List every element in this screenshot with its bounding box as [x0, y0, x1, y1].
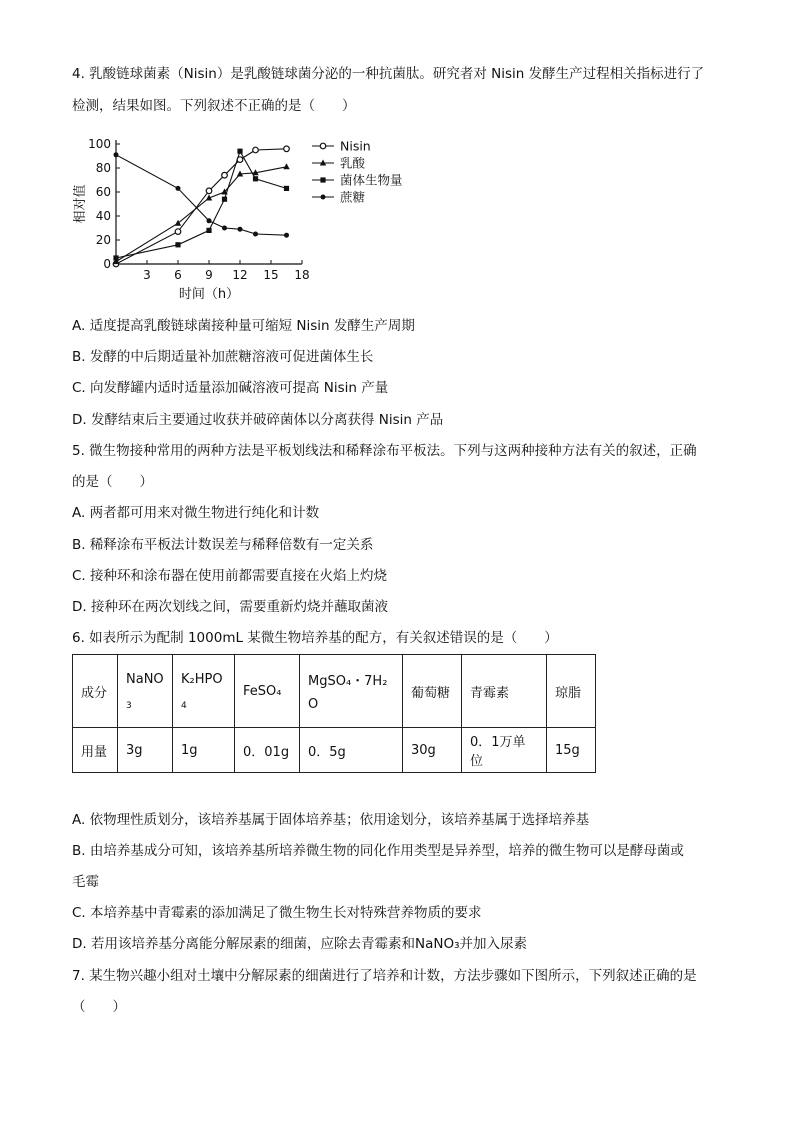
q4-option-d: D. 发酵结束后主要通过收获并破碎菌体以分离获得 Nisin 产品 — [72, 412, 444, 428]
table-cell-amount: 0．1万单位 — [462, 728, 547, 773]
table-cell-amount: 1g — [173, 728, 235, 773]
y-tick-label: 0 — [103, 257, 111, 271]
data-point — [238, 227, 243, 232]
series-line-0 — [116, 149, 287, 264]
data-point — [222, 172, 228, 178]
q4-option-a: A. 适度提高乳酸链球菌接种量可缩短 Nisin 发酵生产周期 — [72, 318, 415, 334]
data-point — [176, 186, 181, 191]
table-cell-ingredient — [235, 655, 300, 728]
table-cell-ingredient — [300, 655, 403, 728]
legend-marker — [320, 143, 326, 149]
table-row-label: 用量 — [73, 728, 118, 773]
q5-stem-line2: 的是（ ） — [72, 474, 153, 490]
chart-series-markers — [113, 146, 290, 267]
chart-legend — [312, 139, 403, 205]
data-point — [175, 229, 181, 235]
chart-axes — [116, 140, 302, 264]
q6-option-c: C. 本培养基中青霉素的添加满足了微生物生长对特殊营养物质的要求 — [72, 905, 482, 921]
table-header-label: 成分 — [73, 655, 118, 728]
legend-marker — [321, 195, 326, 200]
x-tick-label: 18 — [294, 268, 310, 282]
chart-series-lines — [116, 149, 287, 264]
table-cell-ingredient: 青霉素 — [462, 655, 547, 728]
q6-option-b: B. 由培养基成分可知，该培养基所培养微生物的同化作用类型是异养型，培养的微生物可以是酵母菌或 — [72, 843, 684, 859]
data-point — [175, 220, 181, 226]
series-line-3 — [116, 155, 287, 235]
x-tick-label: 12 — [232, 268, 248, 282]
y-tick-label: 80 — [95, 161, 111, 175]
table-cell-amount: 0．01g — [235, 728, 300, 773]
q7-stem-line1: 7. 某生物兴趣小组对土壤中分解尿素的细菌进行了培养和计数，方法步骤如下图所示，下列叙述正确的是 — [72, 968, 697, 984]
table-cell-ingredient — [173, 655, 235, 728]
data-point — [253, 147, 259, 153]
table-cell-ingredient: 葡萄糖 — [403, 655, 462, 728]
table-cell-amount: 30g — [403, 728, 462, 773]
q6-option-d: D. 若用该培养基分离能分解尿素的细菌，应除去青霉素和NaNO₃并加入尿素 — [72, 936, 527, 952]
y-tick-label: 100 — [88, 137, 111, 151]
y-tick-label: 20 — [95, 233, 111, 247]
data-point — [222, 197, 227, 202]
legend-entry: 乳酸 — [340, 155, 366, 171]
ingredient-top: K₂HPO — [181, 671, 223, 687]
ingredient-top: MgSO₄・7H₂ — [308, 674, 388, 689]
q4-stem-line2: 检测，结果如图。下列叙述不正确的是（ ） — [72, 98, 356, 114]
data-point — [283, 163, 289, 169]
table-cell-amount: 0．5g — [300, 728, 403, 773]
q6-option-b-cont: 毛霉 — [72, 874, 99, 890]
table-row-ingredients — [73, 655, 596, 728]
data-point — [284, 146, 290, 152]
data-point — [114, 152, 119, 157]
legend-entry: 菌体生物量 — [340, 172, 403, 188]
q5-option-b: B. 稀释涂布平板法计数误差与稀释倍数有一定关系 — [72, 537, 374, 553]
table-cell-amount: 15g — [547, 728, 596, 773]
data-point — [222, 226, 227, 231]
table-row-amounts — [73, 728, 596, 773]
q4-option-b: B. 发酵的中后期适量补加蔗糖溶液可促进菌体生长 — [72, 349, 374, 365]
ingredient-bottom: O — [308, 697, 319, 712]
x-tick-label: 6 — [174, 268, 182, 282]
legend-marker — [320, 177, 325, 182]
q7-stem-line2: （ ） — [72, 999, 126, 1015]
chart-x-axis-label: 时间（h） — [178, 287, 240, 302]
x-tick-label: 15 — [263, 268, 279, 282]
data-point — [237, 149, 242, 154]
q5-option-d: D. 接种环在两次划线之间，需要重新灼烧并蘸取菌液 — [72, 599, 388, 615]
ingredient-bottom: 4 — [181, 700, 187, 711]
x-tick-label: 3 — [143, 268, 151, 282]
q4-line-chart — [72, 128, 432, 308]
table-cell-amount: 3g — [118, 728, 173, 773]
data-point — [237, 157, 243, 163]
table-cell-ingredient — [118, 655, 173, 728]
q6-recipe-table — [72, 654, 596, 773]
q5-option-c: C. 接种环和涂布器在使用前都需要直接在火焰上灼烧 — [72, 568, 388, 584]
data-point — [253, 176, 258, 181]
data-point — [284, 233, 289, 238]
data-point — [284, 186, 289, 191]
data-point — [206, 228, 211, 233]
ingredient-top: NaNO — [126, 671, 164, 687]
ingredient-bottom: 3 — [126, 700, 132, 711]
q6-stem: 6. 如表所示为配制 1000mL 某微生物培养基的配方，有关叙述错误的是（ ） — [72, 630, 558, 646]
y-tick-label: 60 — [95, 185, 111, 199]
q6-option-a: A. 依物理性质划分，该培养基属于固体培养基；依用途划分，该培养基属于选择培养基 — [72, 812, 590, 828]
legend-entry: Nisin — [340, 138, 371, 154]
data-point — [207, 218, 212, 223]
data-point — [206, 188, 212, 194]
q4-option-c: C. 向发酵罐内适时适量添加碱溶液可提高 Nisin 产量 — [72, 380, 389, 396]
data-point — [113, 255, 118, 260]
data-point — [253, 232, 258, 237]
chart-y-axis-label: 相对值 — [73, 184, 88, 224]
ingredient-top: FeSO₄ — [243, 683, 282, 699]
legend-entry: 蔗糖 — [340, 189, 366, 205]
data-point — [175, 242, 180, 247]
q4-stem-line1: 4. 乳酸链球菌素（Nisin）是乳酸链球菌分泌的一种抗菌肽。研究者对 Nisin 发酵生产过程相关指标进行了 — [72, 66, 705, 82]
table-cell-ingredient: 琼脂 — [547, 655, 596, 728]
q5-option-a: A. 两者都可用来对微生物进行纯化和计数 — [72, 505, 320, 521]
q5-stem-line1: 5. 微生物接种常用的两种方法是平板划线法和稀释涂布平板法。下列与这两种接种方法有关的叙述，正确 — [72, 443, 697, 459]
x-tick-label: 9 — [205, 268, 213, 282]
y-tick-label: 40 — [95, 209, 111, 223]
